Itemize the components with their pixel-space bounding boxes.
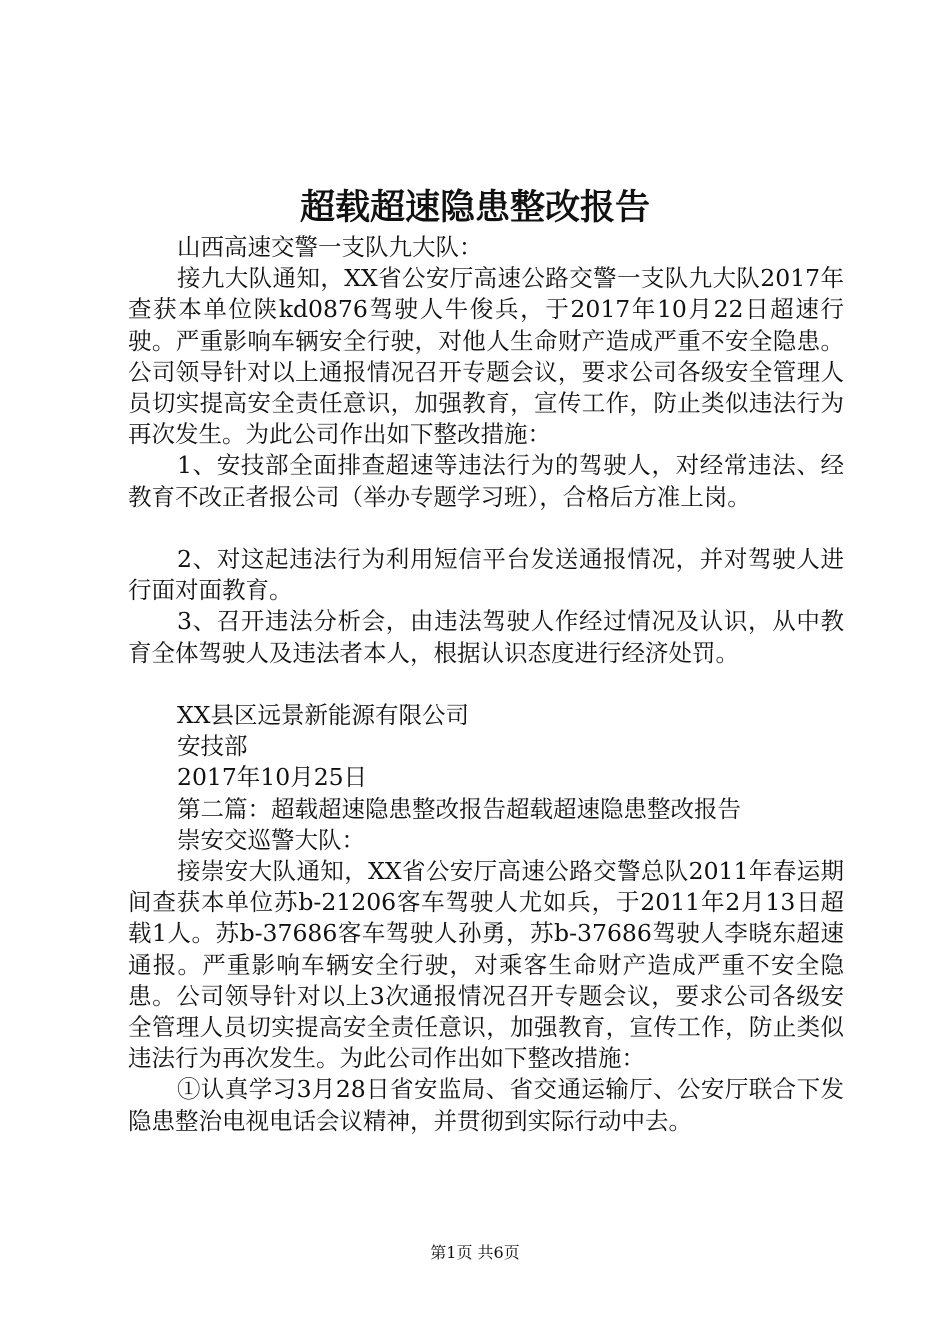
measure-circle-1: ①认真学习3月28日省安监局、省交通运输厅、公安厅联合下发隐患整治电视电话会议精神，并贯彻到实际行动中去。 — [128, 1075, 844, 1135]
spacer — [128, 669, 844, 700]
signature-date: 2017年10月25日 — [177, 763, 368, 792]
paragraph-notice-2: 接崇安大队通知，XX省公安厅高速公路交警总队2011年春运期间查获本单位苏b-21206客车驾驶人尤如兵，于2011年2月13日超载1人。苏b-37686客车驾驶人孙勇，苏b-37686驾驶人李晓东超速通报。严重影响车辆安全行驶，对乘客生命财产造成严重不安全隐患。公司领导针对以上3次通报情况召开专题会议，要求公司各级安全管理人员切实提高安全责任意识，加强教育，宣传工作，防止类似违法行为再次发生。为此公司作出如下整改措施： — [128, 857, 844, 1073]
section-heading: 第二篇：超载超速隐患整改报告超载超速隐患整改报告 — [177, 794, 741, 823]
signature-department: 安技部 — [177, 732, 248, 761]
document-title: 超载超速隐患整改报告 — [299, 187, 650, 228]
measure-3: 3、召开违法分析会，由违法驾驶人作经过情况及认识，从中教育全体驾驶人及违法者本人，根据认识态度进行经济处罚。 — [128, 607, 844, 667]
salutation-2: 崇安交巡警大队： — [177, 825, 365, 854]
paragraph-notice: 接九大队通知，XX省公安厅高速公路交警一支队九大队2017年查获本单位陕kd0876驾驶人牛俊兵，于2017年10月22日超速行驶。严重影响车辆安全行驶，对他人生命财产造成严重不安全隐患。公司领导针对以上通报情况召开专题会议，要求公司各级安全管理人员切实提高安全责任意识，加强教育，宣传工作，防止类似违法行为再次发生。为此公司作出如下整改措施： — [128, 264, 844, 449]
measure-2: 2、对这起违法行为利用短信平台发送通报情况，并对驾驶人进行面对面教育。 — [128, 545, 844, 605]
salutation: 山西高速交警一支队九大队： — [177, 233, 483, 261]
signature-company: XX县区远景新能源有限公司 — [177, 701, 469, 730]
measure-1: 1、安技部全面排查超速等违法行为的驾驶人，对经常违法、经教育不改正者报公司（举办专题学习班），合格后方准上岗。 — [128, 451, 844, 511]
document-body — [128, 232, 844, 1137]
page-footer: 第1页 共6页 — [430, 1243, 520, 1262]
spacer — [128, 513, 844, 544]
